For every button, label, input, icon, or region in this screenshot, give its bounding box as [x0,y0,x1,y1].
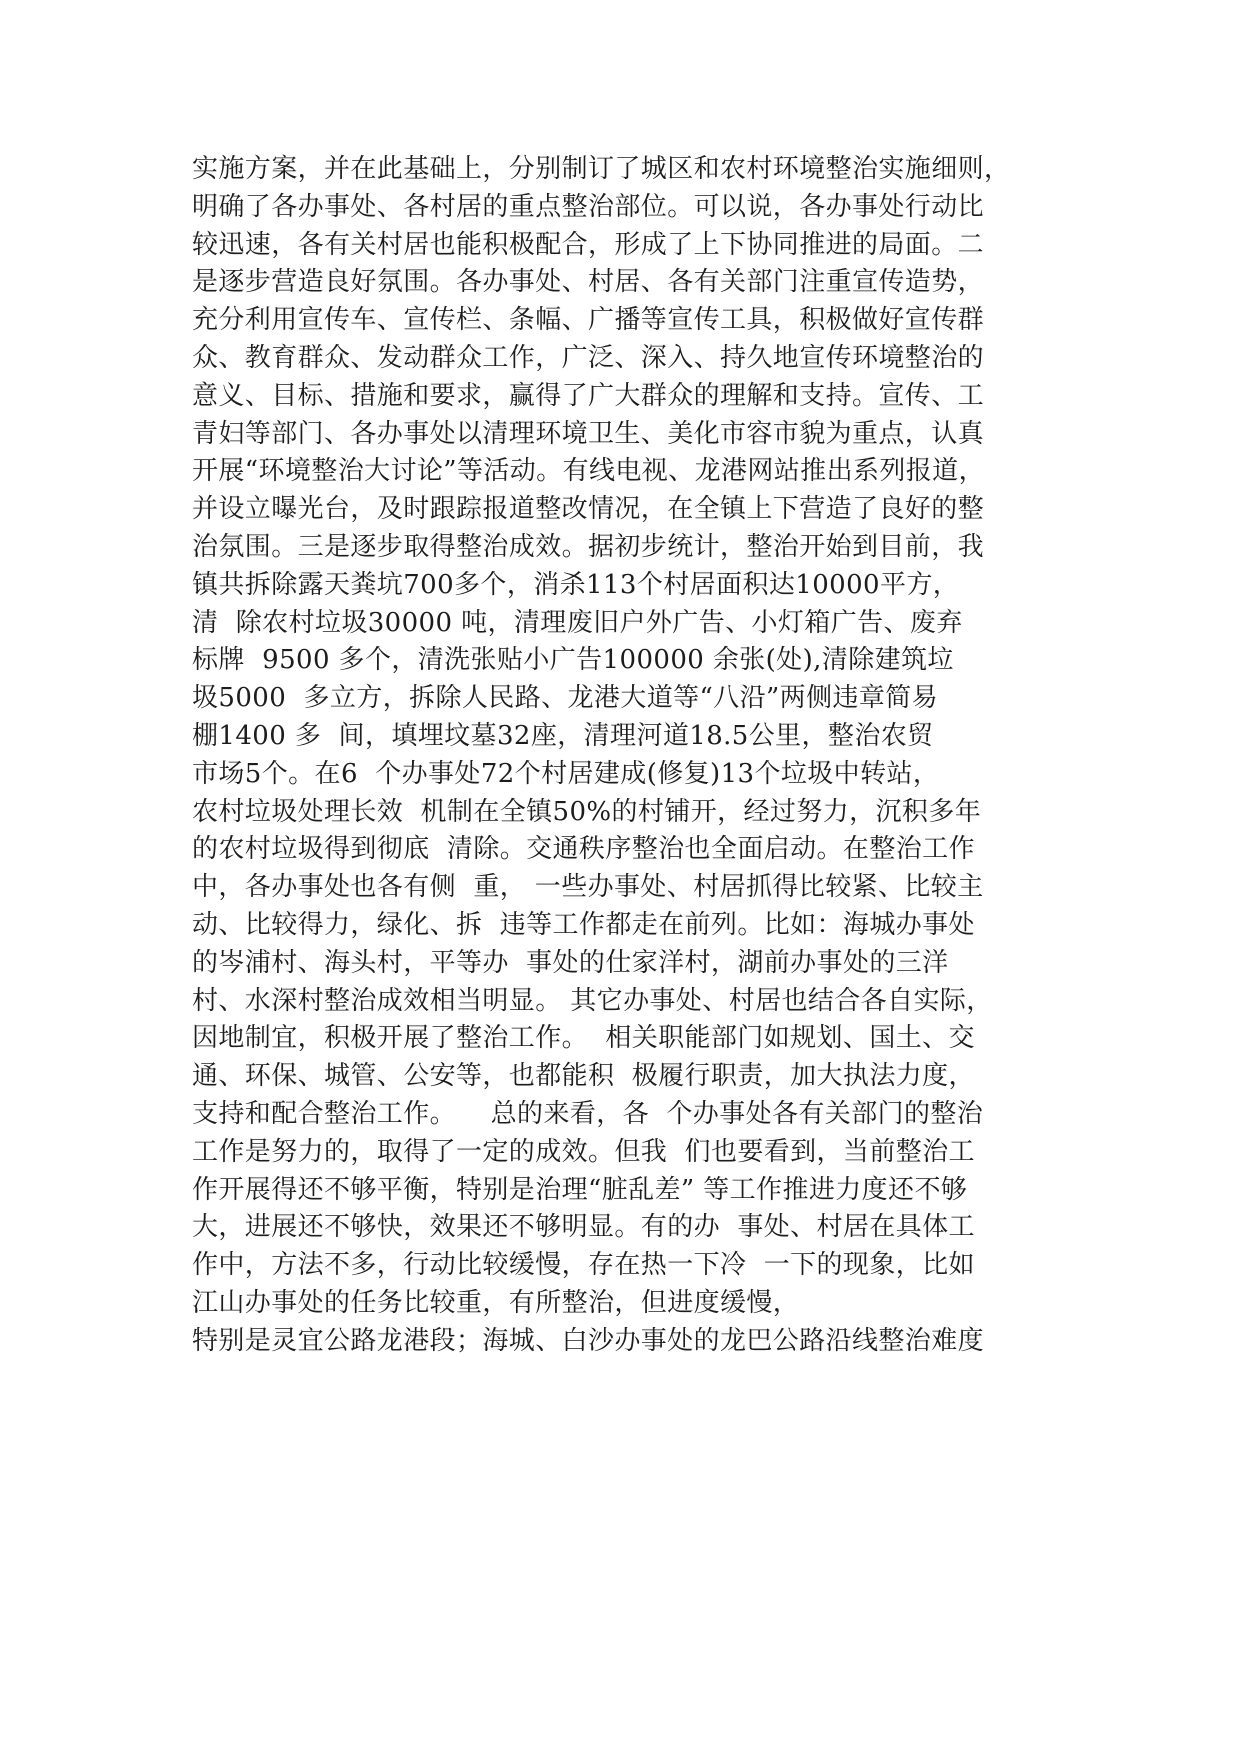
text-line-6: 众、教育群众、发动群众工作，广泛、深入、持久地宣传环境整治的 [192,342,985,373]
text-line-8: 青妇等部门、各办事处以清理环境卫生、美化市容市貌为重点，认真 [192,418,985,449]
text-line-30: 作中，方法不多，行动比较缓慢，存在热一下冷 一下的现象，比如 [192,1250,975,1281]
text-line-17: 市场5个。在6 个办事处72个村居建成(修复)13个垃圾中转站， [192,758,940,789]
text-line-15: 圾5000 多立方，拆除人民路、龙港大道等“八沿”两侧违章简易 [192,683,939,714]
text-line-18: 农村垃圾处理长效 机制在全镇50%的村铺开，经过努力，沉积多年 [192,796,982,827]
text-line-3: 较迅速，各有关村居也能积极配合，形成了上下协同推进的局面。二 [192,229,985,260]
text-line-28: 作开展得还不够平衡，特别是治理“脏乱差” 等工作推进力度还不够 [192,1174,968,1205]
text-line-12: 镇共拆除露天粪坑700多个，消杀113个村居面积达10000平方， [192,569,960,600]
text-line-1: 实施方案，并在此基础上，分别制订了城区和农村环境整治实施细则， [192,154,1011,184]
text-line-7: 意义、目标、措施和要求，赢得了广大群众的理解和支持。宣传、工 [192,380,985,411]
text-line-14: 标牌 9500 多个，清洗张贴小广告100000 余张(处),清除建筑垃 [192,645,954,676]
text-line-4: 是逐步营造良好氛围。各办事处、村居、各有关部门注重宣传造势， [192,267,985,298]
text-line-21: 动、比较得力，绿化、拆 违等工作都走在前列。比如：海城办事处 [192,909,975,940]
text-line-27: 工作是努力的，取得了一定的成效。但我 们也要看到，当前整治工 [192,1136,975,1167]
text-line-9: 开展“环境整治大讨论”等活动。有线电视、龙港网站推出系列报道， [192,456,985,487]
text-line-29: 大，进展还不够快，效果还不够明显。有的办 事处、村居在具体工 [192,1212,975,1243]
text-line-13: 清 除农村垃圾30000 吨，清理废旧户外广告、小灯箱广告、废弃 [192,607,963,638]
text-line-11: 治氛围。三是逐步取得整治成效。据初步统计，整治开始到目前，我 [192,531,985,562]
text-line-19: 的农村垃圾得到彻底 清除。交通秩序整治也全面启动。在整治工作 [192,834,975,865]
text-line-32: 特别是灵宜公路龙港段；海城、白沙办事处的龙巴公路沿线整治难度 [192,1325,985,1356]
text-line-26: 支持和配合整治工作。 总的来看，各 个办事处各有关部门的整治 [192,1098,984,1129]
text-line-22: 的岑浦村、海头村，平等办 事处的仕家洋村，湖前办事处的三洋 [192,947,949,978]
text-line-20: 中，各办事处也各有侧 重， 一些办事处、村居抓得比较紧、比较主 [192,872,984,903]
text-line-2: 明确了各办事处、各村居的重点整治部位。可以说，各办事处行动比 [192,191,985,222]
text-line-16: 棚1400 多 间，填埋坟墓32座，清理河道18.5公里，整治农贸 [192,720,934,751]
text-line-31: 江山办事处的任务比较重，有所整治，但进度缓慢， [192,1287,800,1318]
text-line-24: 因地制宜，积极开展了整治工作。 相关职能部门如规划、国土、交 [192,1023,975,1054]
text-line-10: 并设立曝光台，及时跟踪报道整改情况，在全镇上下营造了良好的整 [192,494,985,525]
text-line-23: 村、水深村整治成效相当明显。 其它办事处、村居也结合各自实际， [192,985,993,1016]
body-text [192,151,1072,1361]
text-line-5: 充分利用宣传车、宣传栏、条幅、广播等宣传工具，积极做好宣传群 [192,305,985,336]
text-line-25: 通、环保、城管、公安等，也都能积 极履行职责，加大执法力度， [192,1061,975,1092]
